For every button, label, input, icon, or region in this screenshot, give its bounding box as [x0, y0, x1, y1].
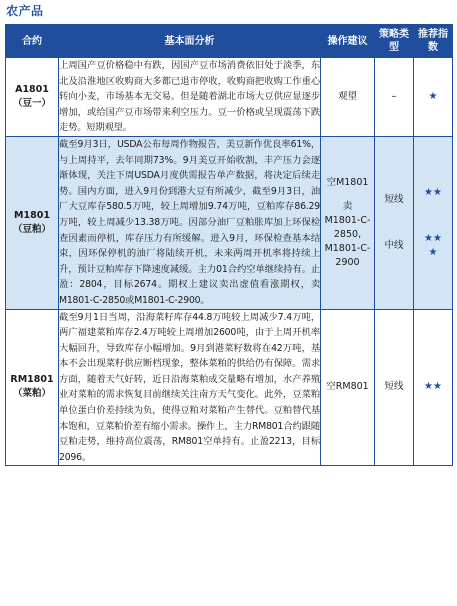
operation-line: 2850,	[333, 228, 362, 240]
analysis-text: 截至9月3日，USDA公布每周作物报告，美豆新作优良率61%，与上周持平，去年同期73%。9月美豆开始收割，丰产压力会逐渐体现，关注下周USDA月度供需报告单产数据，将决定后续走势。国内方面，进入9月份到港大豆有所减少，截至9月3日，油厂大豆库存580.5万吨，较上周增加9.74万吨，豆粕库存86.29万吨，较上周减少13.38万吨。因部分油厂豆粕胀库加上环保检查因素而停机，库存压力有所缓解。进入9月，环保检查基本结束，因环保停机的油厂将陆续开机，未来两周开机率将持续上升，预计豆粕库存下降速度减缓。主力01合约空单继续持有。止盈：2804，目标2674。期权上建议卖出虚值看涨期权，卖M1801-C-2850或M1801-C-2900。	[59, 136, 321, 309]
index-stars: ★	[428, 246, 438, 258]
strategy-short: 短线	[384, 193, 404, 205]
contract-name: （豆一）	[12, 97, 51, 109]
table-row-m1801	[6, 136, 453, 309]
commodity-table	[5, 24, 453, 466]
contract-cell	[6, 58, 59, 137]
index-stars: ★	[414, 58, 453, 137]
operation-line: 空M1801	[326, 176, 369, 188]
contract-name: （菜粕）	[12, 388, 51, 400]
header-operation: 操作建议	[321, 25, 375, 58]
operation-line: M1801-C-	[324, 242, 371, 254]
contract-code: M1801	[14, 209, 50, 221]
analysis-text: 截至9月1日当周，沿海菜籽库存44.8万吨较上周减少7.4万吨，两广福建菜粕库存2.4万吨较上周增加2600吨，由于上周开机率大幅回升，导致库存小幅增加。9月到港菜籽数将在42万吨，基本不会出现菜籽供应断档现象，整体菜粕的供给仍有保障。需求方面，随着天气好转，近日沿海菜粕成交量略有增加，水产养殖业对菜粕的需求恢复目前继续关注南方天气变化。此外，豆菜粕单位蛋白价差持续为负，使得豆粕对菜粕产生替代。豆粕替代基本饱和，豆菜粕价差有缩小需求。操作上，主力RM801合约跟随豆粕走势，维持高位震荡，RM801空单持有。止盈2213，目标2096。	[59, 309, 321, 466]
operation-cell	[321, 136, 375, 309]
strategy-cell: –	[375, 58, 414, 137]
header-index: 推荐指数	[414, 25, 453, 58]
section-title: 农产品	[6, 4, 44, 18]
operation-cell: 空RM801	[321, 309, 375, 466]
index-stars: ★★	[424, 186, 442, 198]
operation-line: 2900	[335, 256, 360, 268]
operation-line: 卖	[342, 200, 353, 212]
header-contract: 合约	[6, 25, 59, 58]
contract-name: （豆粕）	[12, 223, 51, 235]
operation-cell: 观望	[321, 58, 375, 137]
header-strategy: 策略类型	[375, 25, 414, 58]
operation-line: M1801-C-	[324, 214, 371, 226]
index-cell	[414, 136, 453, 309]
table-row-rm1801	[6, 309, 453, 466]
contract-code: RM1801	[10, 374, 54, 386]
analysis-text: 上周国产豆价格稳中有跌，因国产豆市场消费依旧处于淡季，东北及沿淮地区收购商大多都已退市停收，收购商把收购工作重心转向小麦，市场基本无交易。但是随着湖北市场大豆供应显逐步增加，或给国产豆市场带来利空压力。豆一价格或呈现震荡下跌走势。短期观望。	[59, 58, 321, 137]
table-header-row	[6, 25, 453, 58]
strategy-cell	[375, 136, 414, 309]
strategy-medium: 中线	[384, 239, 404, 251]
table-row-a1801	[6, 58, 453, 137]
contract-cell	[6, 309, 59, 466]
strategy-cell: 短线	[375, 309, 414, 466]
index-stars: ★★	[414, 309, 453, 466]
index-stars: ★★	[424, 232, 442, 244]
contract-code: A1801	[15, 83, 49, 95]
header-analysis: 基本面分析	[59, 25, 321, 58]
contract-cell	[6, 136, 59, 309]
